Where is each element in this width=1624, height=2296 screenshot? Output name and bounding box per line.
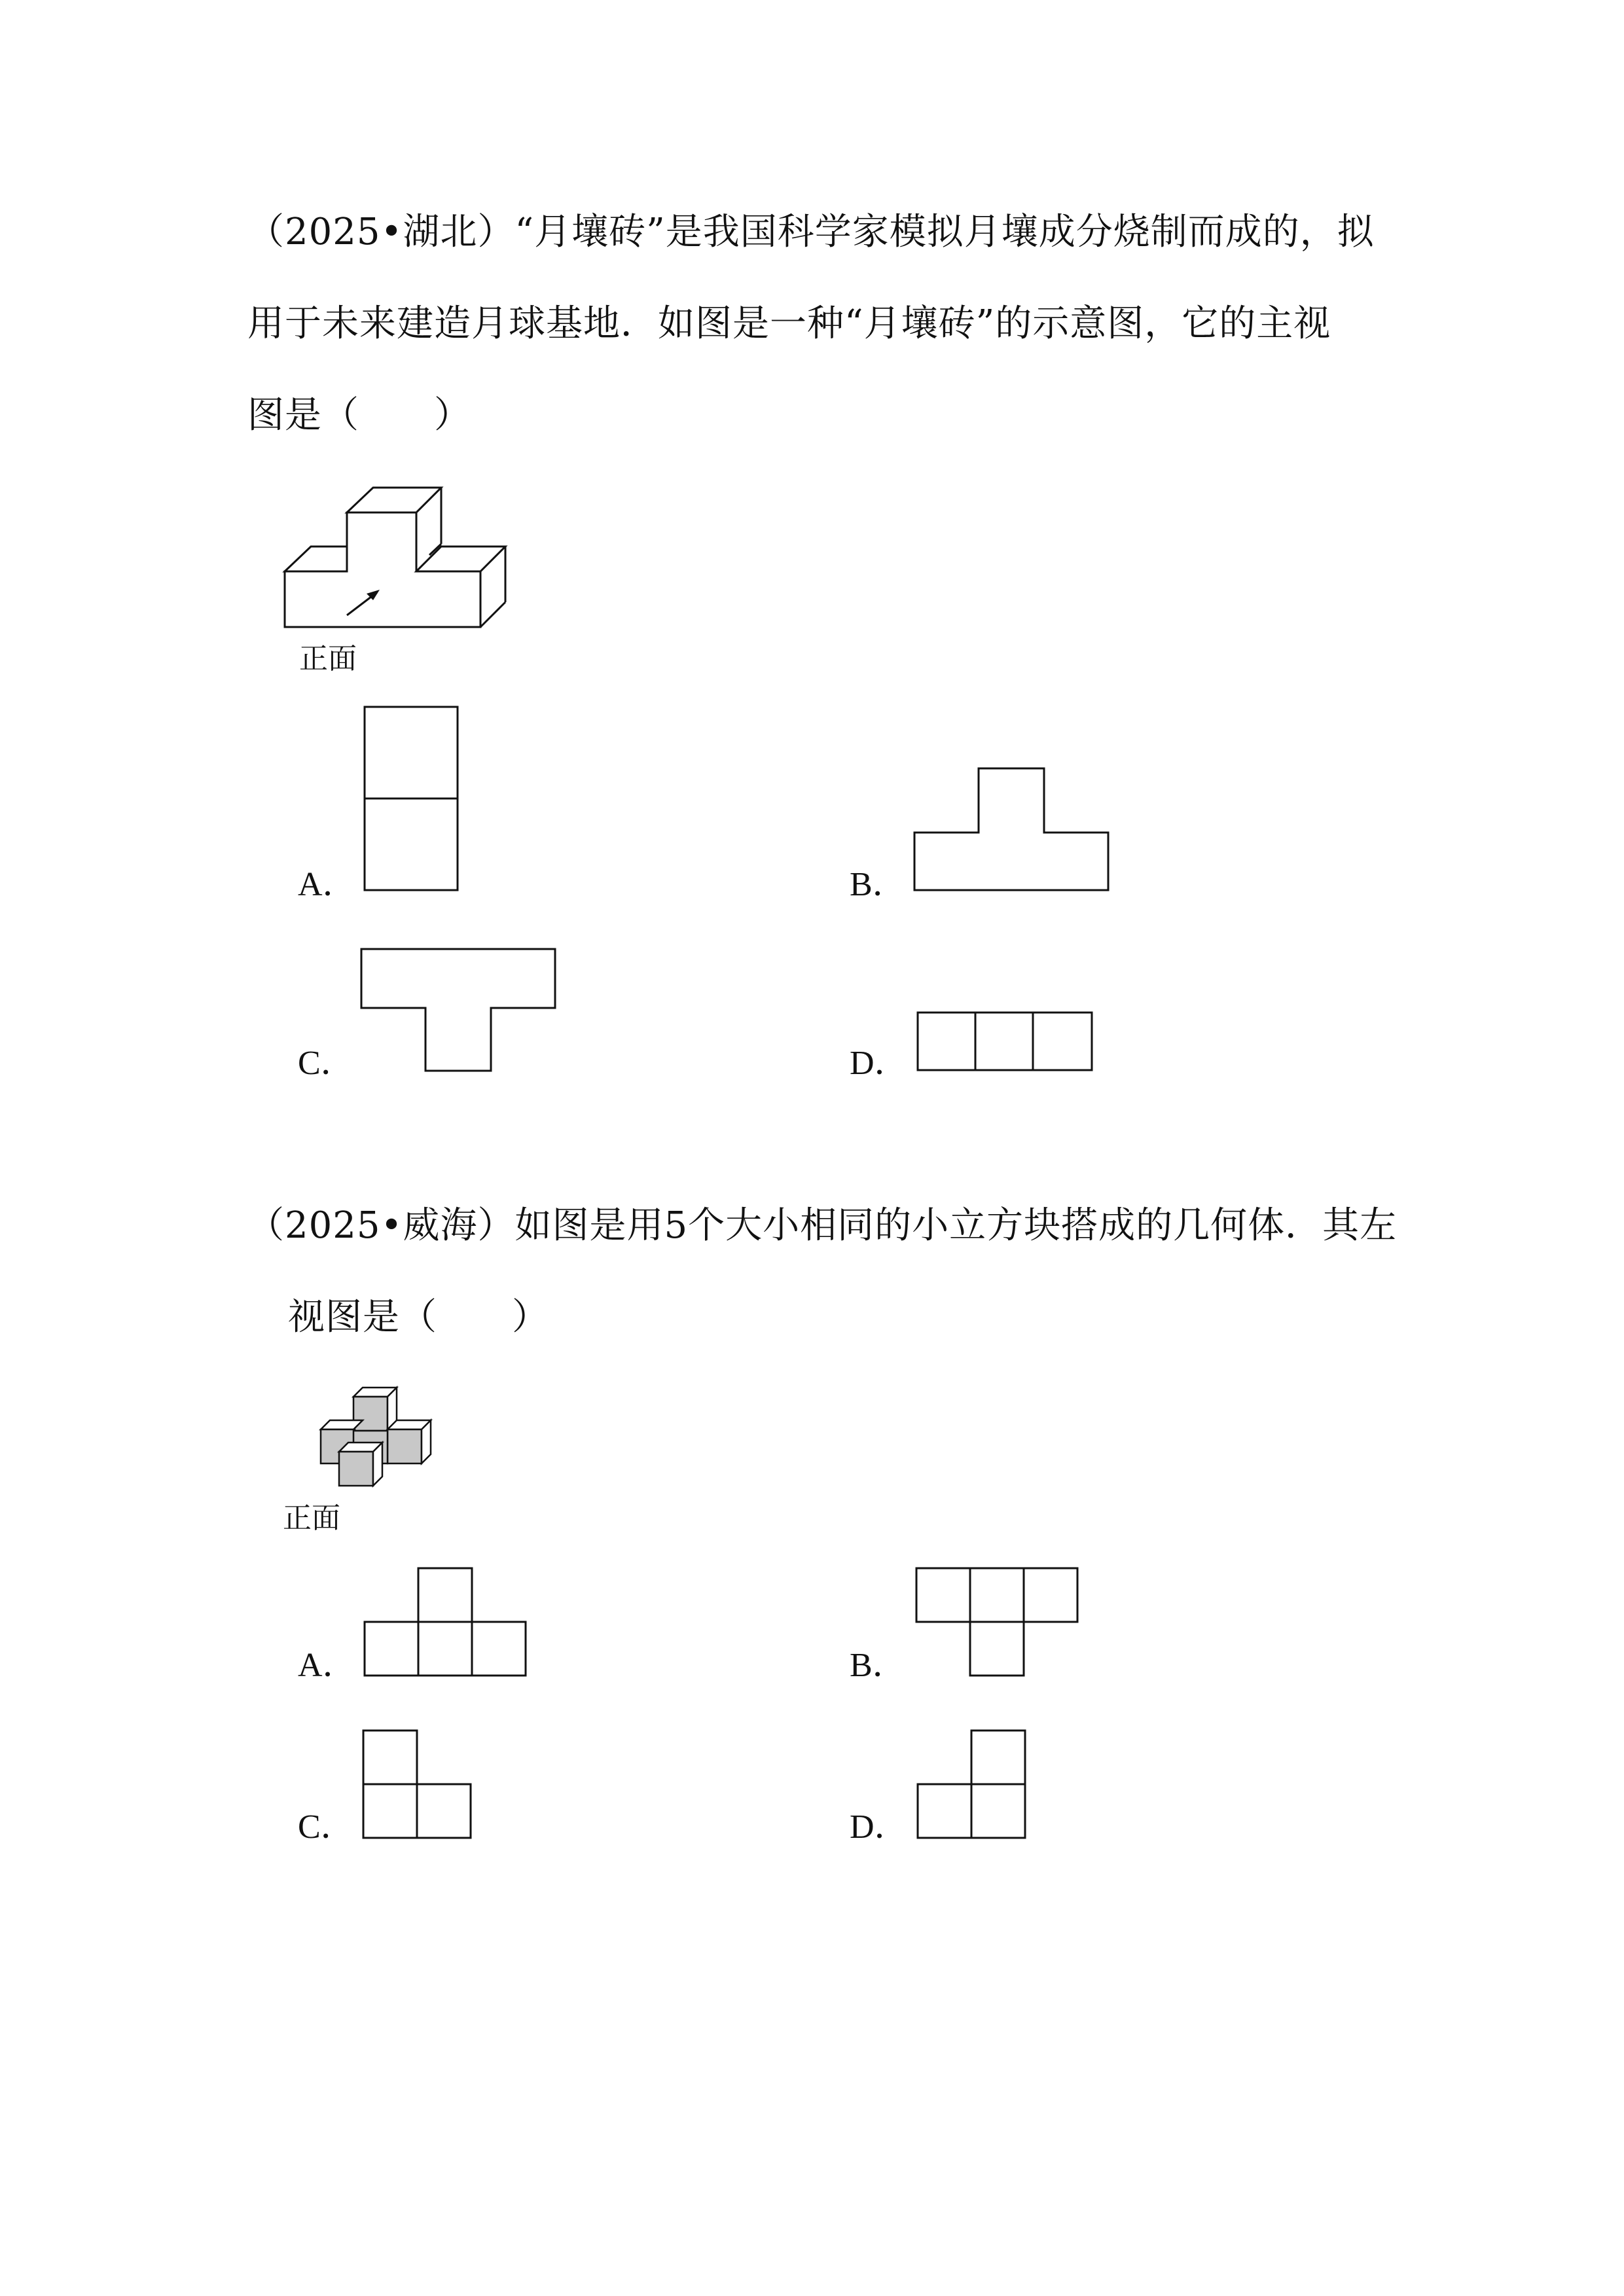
- q1-text-line-1: （2025•湖北）“月壤砖”是我国科学家模拟月壤成分烧制而成的，拟: [247, 211, 1375, 253]
- q1-text-line-3: 图是（ ）: [247, 394, 471, 437]
- row-of-2-with-top-left-drawing: [362, 1728, 475, 1840]
- q2-option-b-figure[interactable]: [915, 1566, 1083, 1678]
- q2-option-d-figure[interactable]: [916, 1728, 1029, 1840]
- t-brick-drawing: [281, 481, 511, 632]
- q2-text-line-2: 视图是（ ）: [288, 1296, 549, 1338]
- q2-option-d-label[interactable]: D．: [850, 1808, 909, 1846]
- row-of-2-with-top-right-drawing: [916, 1728, 1029, 1840]
- two-squares-stacked-drawing: [363, 706, 461, 895]
- q2-option-b-label[interactable]: B．: [850, 1647, 907, 1684]
- three-squares-row-drawing: [916, 1011, 1094, 1073]
- inverted-t-profile-drawing: [913, 767, 1110, 893]
- q1-option-b-figure[interactable]: [913, 767, 1110, 893]
- q1-option-a-figure[interactable]: [363, 706, 461, 895]
- q1-option-c-label[interactable]: C．: [298, 1045, 355, 1082]
- row-of-3-with-top-middle-drawing: [363, 1566, 531, 1678]
- q2-option-c-figure[interactable]: [362, 1728, 475, 1840]
- q1-option-b-label[interactable]: B．: [850, 866, 907, 903]
- q2-option-c-label[interactable]: C．: [298, 1808, 355, 1846]
- q1-option-d-label[interactable]: D．: [850, 1045, 909, 1082]
- row-of-3-with-bottom-middle-drawing: [915, 1566, 1083, 1678]
- five-cube-solid-drawing: [281, 1381, 445, 1499]
- q2-text-line-1: （2025•威海）如图是用5个大小相同的小立方块搭成的几何体．其左: [247, 1204, 1398, 1247]
- t-profile-drawing: [360, 948, 556, 1073]
- q2-figure-caption: 正面: [283, 1501, 340, 1535]
- q2-option-a-label[interactable]: A．: [298, 1647, 357, 1684]
- q1-option-c-figure[interactable]: [360, 948, 556, 1073]
- q1-text-line-2: 用于未来建造月球基地．如图是一种“月壤砖”的示意图，它的主视: [247, 302, 1331, 345]
- q1-option-d-figure[interactable]: [916, 1011, 1094, 1073]
- q1-figure-caption: 正面: [299, 642, 357, 675]
- q1-figure-t-brick: [281, 481, 511, 675]
- q2-option-a-figure[interactable]: [363, 1566, 531, 1678]
- q2-figure-five-cubes: [281, 1381, 445, 1535]
- q1-option-a-label[interactable]: A．: [298, 866, 357, 903]
